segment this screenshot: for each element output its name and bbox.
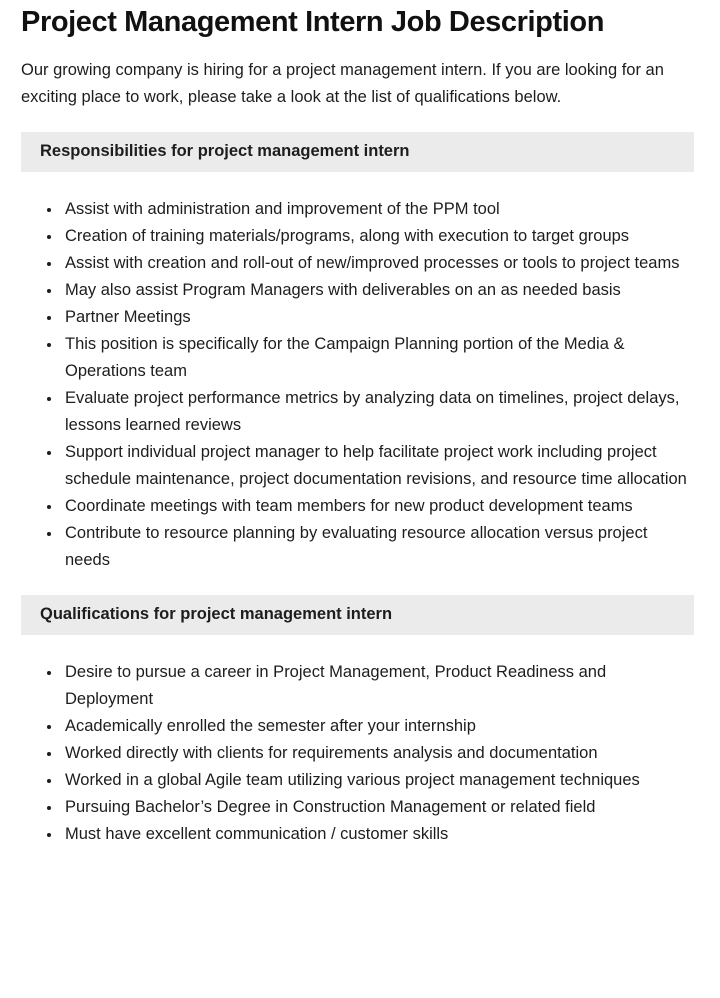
intro-paragraph: Our growing company is hiring for a project management intern. If you are looking for an exciting place to work, please take a look at the list of qualifications below. xyxy=(21,61,664,107)
list-item: • Evaluate project performance metrics by analyzing data on timelines, project delays, lessons learned reviews xyxy=(62,385,694,439)
responsibilities-list xyxy=(21,196,694,574)
list-item: • Contribute to resource planning by evaluating resource allocation versus project needs xyxy=(62,520,694,574)
list-item: • Coordinate meetings with team members for new product development teams xyxy=(62,493,694,520)
list-item: • Assist with creation and roll-out of new/improved processes or tools to project teams xyxy=(62,250,694,277)
list-item: • Worked in a global Agile team utilizing various project management techniques xyxy=(62,767,694,794)
list-item: • Worked directly with clients for requirements analysis and documentation xyxy=(62,740,694,767)
page-title: Project Management Intern Job Description xyxy=(21,6,605,38)
list-item: • May also assist Program Managers with deliverables on an as needed basis xyxy=(62,277,694,304)
list-item: • Academically enrolled the semester after your internship xyxy=(62,713,694,740)
qualifications-list xyxy=(21,659,694,848)
list-item: • Partner Meetings xyxy=(62,304,694,331)
list-item: • Creation of training materials/programs, along with execution to target groups xyxy=(62,223,694,250)
list-item: • Pursuing Bachelor’s Degree in Construction Management or related field xyxy=(62,794,694,821)
section-heading-responsibilities: Responsibilities for project management intern xyxy=(21,132,694,172)
section-heading-qualifications: Qualifications for project management intern xyxy=(21,595,694,635)
list-item: • Must have excellent communication / customer skills xyxy=(62,821,694,848)
list-item: • Assist with administration and improvement of the PPM tool xyxy=(62,196,694,223)
list-item: • Desire to pursue a career in Project Management, Product Readiness and Deployment xyxy=(62,659,694,713)
list-item: • This position is specifically for the Campaign Planning portion of the Media & Operations team xyxy=(62,331,694,385)
list-item: • Support individual project manager to help facilitate project work including project schedule maintenance, project documentation revisions, and resource time allocation xyxy=(62,439,694,493)
